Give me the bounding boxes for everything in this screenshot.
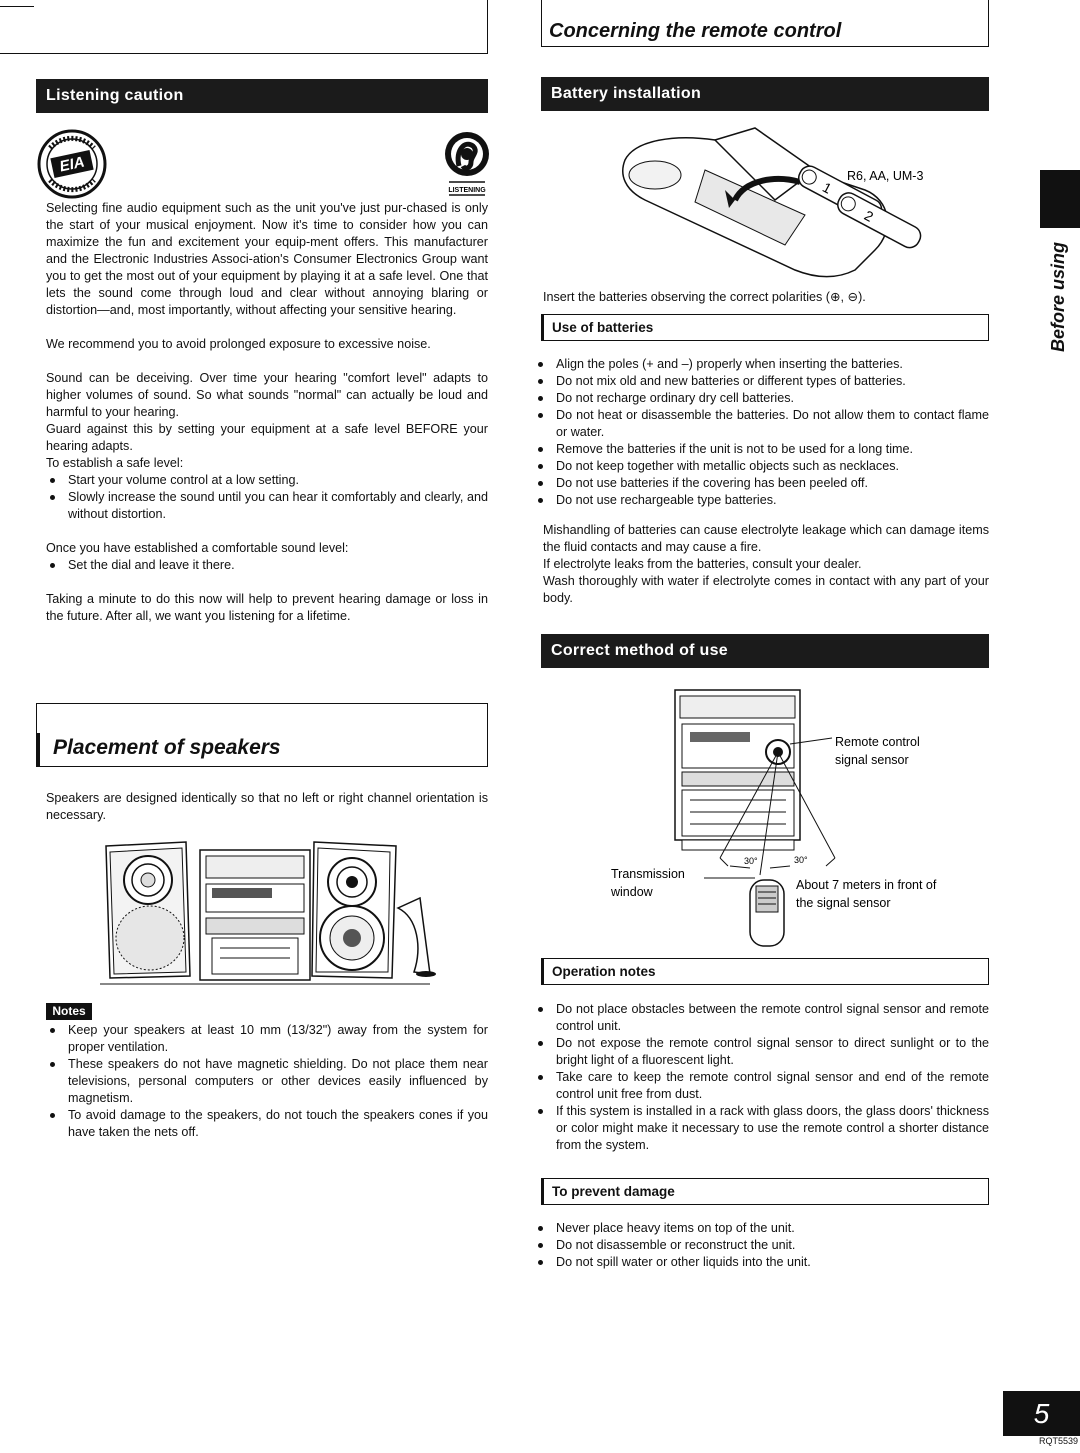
placement-title-accent xyxy=(36,733,40,767)
page-number: 5 xyxy=(1003,1391,1080,1436)
corner-mark xyxy=(0,6,34,7)
established-list xyxy=(46,557,488,574)
battery-type-label: R6, AA, UM-3 xyxy=(847,169,924,183)
placement-title: Placement of speakers xyxy=(53,736,281,759)
list-item: If this system is installed in a rack with glass doors, the glass doors' thickness or color might make it necessary to use the remote control a shorter distance from the system. xyxy=(534,1103,989,1154)
side-tab-block xyxy=(1040,170,1080,228)
prevent-damage-body xyxy=(534,1220,989,1271)
use-of-batteries-body xyxy=(534,356,989,607)
operation-notes-body xyxy=(534,1001,989,1154)
correct-method-header: Correct method of use xyxy=(541,634,989,668)
eia-logo-text: EIA xyxy=(58,153,87,176)
list-item: Remove the batteries if the unit is not to be used for a long time. xyxy=(534,441,989,458)
list-item: Keep your speakers at least 10 mm (13/32") away from the system for proper ventilation. xyxy=(46,1022,488,1056)
caution-paragraph-5: To establish a safe level: xyxy=(46,456,184,470)
top-left-frame xyxy=(0,0,488,54)
use-of-batteries-heading: Use of batteries xyxy=(541,314,989,341)
operation-notes-heading: Operation notes xyxy=(541,958,989,985)
list-item: Align the poles (+ and –) properly when inserting the batteries. xyxy=(534,356,989,373)
mishandling-paragraph: Mishandling of batteries can cause electrolyte leakage which can damage items the fluid contacts and may cause a fire. xyxy=(543,523,989,554)
sensor-label-line-1: Remote control xyxy=(835,735,920,749)
list-item: Set the dial and leave it there. xyxy=(46,557,488,574)
list-item: Do not use batteries if the covering has been peeled off. xyxy=(534,475,989,492)
insert-text: Insert the batteries observing the correct polarities (⊕, ⊖). xyxy=(543,290,866,304)
prevent-damage-heading: To prevent damage xyxy=(541,1178,989,1205)
list-item: Take care to keep the remote control signal sensor and end of the remote control unit free from dust. xyxy=(534,1069,989,1103)
listening-logo-text: LISTENING xyxy=(448,187,486,194)
placement-intro xyxy=(46,790,488,824)
caution-paragraph-2: We recommend you to avoid prolonged exposure to excessive noise. xyxy=(46,337,431,351)
list-item: Do not disassemble or reconstruct the unit. xyxy=(534,1237,989,1254)
transmission-label-line-2: window xyxy=(611,885,653,899)
list-item: Never place heavy items on top of the unit. xyxy=(534,1220,989,1237)
list-item: Start your volume control at a low setting. xyxy=(46,472,488,489)
list-item: Do not keep together with metallic objects such as necklaces. xyxy=(534,458,989,475)
list-item: Do not heat or disassemble the batteries. Do not allow them to contact flame or water. xyxy=(534,407,989,441)
remote-range-diagram xyxy=(600,680,990,950)
notes-list xyxy=(46,1022,488,1141)
battery-number-2: 2 xyxy=(861,207,877,225)
list-item: Do not recharge ordinary dry cell batteries. xyxy=(534,390,989,407)
angle-right-label: 30° xyxy=(794,855,808,865)
caution-paragraph-3: Sound can be deceiving. Over time your hearing "comfort level" adapts to higher volumes of sound. So what sounds "normal" can actually be loud and harmful to your hearing. xyxy=(46,371,488,419)
battery-remote-illustration xyxy=(615,120,975,285)
caution-paragraph-6: Once you have established a comfortable sound level: xyxy=(46,541,349,555)
battery-installation-header: Battery installation xyxy=(541,77,989,111)
listening-caution-header: Listening caution xyxy=(36,79,488,113)
list-item: Do not mix old and new batteries or different types of batteries. xyxy=(534,373,989,390)
notes-label: Notes xyxy=(46,1003,92,1020)
prevent-damage-list xyxy=(534,1220,989,1271)
transmission-label-line-1: Transmission xyxy=(611,867,685,881)
eia-logo xyxy=(34,128,114,200)
angle-left-label: 30° xyxy=(744,856,758,866)
list-item: These speakers do not have magnetic shielding. Do not place them near televisions, personal computers or other devices easily influenced by magnetism. xyxy=(46,1056,488,1107)
listening-ear-logo xyxy=(437,126,497,198)
list-item: To avoid damage to the speakers, do not touch the speakers cones if you have taken the nets off. xyxy=(46,1107,488,1141)
distance-label-line-1: About 7 meters in front of xyxy=(796,878,937,892)
list-item: Slowly increase the sound until you can hear it comfortably and clearly, and without distortion. xyxy=(46,489,488,523)
battery-number-1: 1 xyxy=(820,178,835,197)
remote-section-title: Concerning the remote control xyxy=(549,20,842,42)
distance-label-line-2: the signal sensor xyxy=(796,896,891,910)
caution-paragraph-4: Guard against this by setting your equipment at a safe level BEFORE your hearing adapts. xyxy=(46,422,488,453)
speakers-illustration xyxy=(100,838,436,988)
side-tab-label: Before using xyxy=(1048,241,1068,352)
safe-level-list xyxy=(46,472,488,523)
list-item: Do not spill water or other liquids into the unit. xyxy=(534,1254,989,1271)
placement-paragraph: Speakers are designed identically so that no left or right channel orientation is necessary. xyxy=(46,791,488,822)
list-item: Do not use rechargeable type batteries. xyxy=(534,492,989,509)
insert-instruction xyxy=(543,289,989,306)
listening-caution-body xyxy=(46,200,488,625)
leak-paragraph: If electrolyte leaks from the batteries, consult your dealer. xyxy=(543,557,862,571)
list-item: Do not expose the remote control signal sensor to direct sunlight or to the bright light of a fluorescent light. xyxy=(534,1035,989,1069)
sensor-label-line-2: signal sensor xyxy=(835,753,909,767)
caution-paragraph-7: Taking a minute to do this now will help to prevent hearing damage or loss in the future. After all, we want you listening for a lifetime. xyxy=(46,592,488,623)
document-code: RQT5539 xyxy=(1038,1436,1078,1446)
caution-paragraph-1: Selecting fine audio equipment such as the unit you've just pur-chased is only the start of your musical enjoyment. Now it's time to consider how you can maximize the fun and excitement your equip-ment offers. This manufacturer and the Electronic Industries Associ-ation's Consumer Electronics Group want you to get the most out of your equipment by playing it at a safe level. One that lets the sound come through loud and clear without annoying blaring or distortion—and, most importantly, without affecting your sensitive hearing. xyxy=(46,201,488,317)
notes-body xyxy=(46,1022,488,1141)
list-item: Do not place obstacles between the remote control signal sensor and remote control unit. xyxy=(534,1001,989,1035)
battery-rules-list xyxy=(534,356,989,509)
wash-paragraph: Wash thoroughly with water if electrolyte comes in contact with any part of your body. xyxy=(543,574,989,605)
operation-notes-list xyxy=(534,1001,989,1154)
